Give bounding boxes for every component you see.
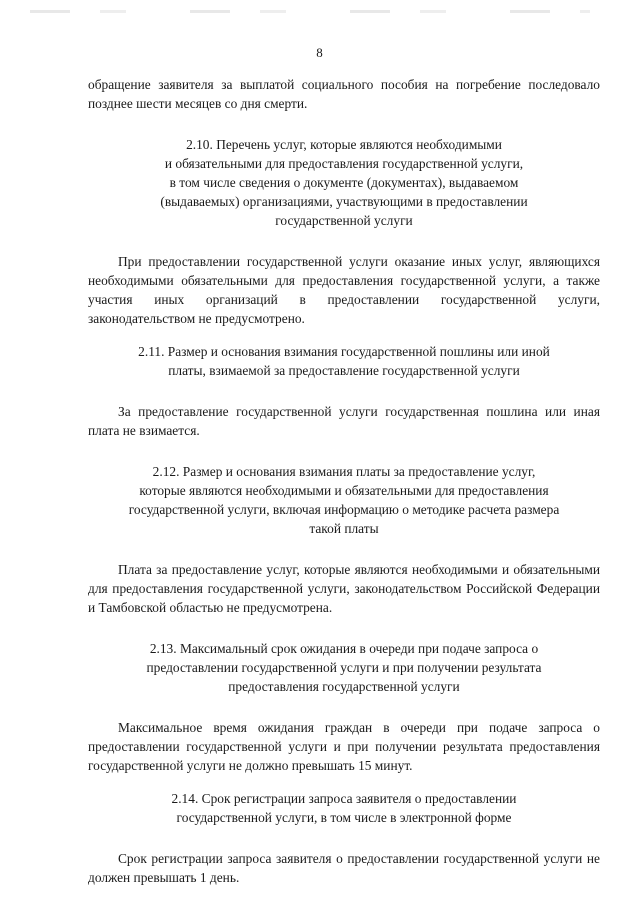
heading-line: государственной услуги — [275, 213, 413, 228]
paragraph-2-12-body: Плата за предоставление услуг, которые являются необходимыми и обязательными для предоставления государственной услуги, законодательством Российской Федерации и Тамбовской областью не предусмотрена. — [88, 562, 600, 615]
section-heading-2-12 — [88, 462, 600, 538]
paragraph-2-13-body: Максимальное время ожидания граждан в очереди при подаче запроса о предоставлении государственной услуги и при получении результата предоставления государственной услуги не должно превышать 15 минут. — [88, 720, 600, 773]
heading-line: предоставлении государственной услуги и при получении результата — [146, 660, 542, 675]
heading-line: государственной услуги, в том числе в электронной форме — [176, 810, 512, 825]
section-heading-2-10 — [88, 135, 600, 230]
heading-line: государственной услуги, включая информацию о методике расчета размера — [128, 502, 560, 517]
heading-line: (выдаваемых) организациями, участвующими в предоставлении — [160, 194, 528, 209]
section-heading-2-13 — [88, 639, 600, 696]
section-heading-2-11 — [88, 342, 600, 380]
heading-line: 2.11. Размер и основания взимания государственной пошлины или иной — [138, 344, 550, 359]
scan-artifact — [30, 10, 590, 13]
paragraph-2-10-body: При предоставлении государственной услуги оказание иных услуг, являющихся необходимыми обязательными для предоставления государственной услуги, а также участия иных организаций в предоставлении государственной услуги, законодательством не предусмотрено. — [88, 254, 600, 326]
heading-line: 2.13. Максимальный срок ожидания в очереди при подаче запроса о — [149, 641, 539, 656]
heading-line: такой платы — [309, 521, 379, 536]
heading-line: 2.12. Размер и основания взимания платы за предоставление услуг, — [152, 464, 536, 479]
heading-line: 2.14. Срок регистрации запроса заявителя о предоставлении — [171, 791, 517, 806]
document-body — [88, 75, 600, 887]
page-number: 8 — [316, 45, 323, 60]
paragraph-2-14-body: Срок регистрации запроса заявителя о предоставлении государственной услуги не должен превышать 1 день. — [88, 851, 600, 885]
heading-line: в том числе сведения о документе (документах), выдаваемом — [169, 175, 519, 190]
paragraph-2-11-body: За предоставление государственной услуги государственная пошлина или иная плата не взимается. — [88, 404, 600, 438]
heading-line: 2.10. Перечень услуг, которые являются необходимыми — [186, 137, 502, 152]
heading-line: предоставления государственной услуги — [228, 679, 460, 694]
heading-line: платы, взимаемой за предоставление государственной услуги — [168, 363, 520, 378]
heading-line: которые являются необходимыми и обязательными для предоставления — [139, 483, 549, 498]
paragraph-continuation: обращение заявителя за выплатой социального пособия на погребение последовало позднее шести месяцев со дня смерти. — [88, 77, 600, 111]
heading-line: и обязательными для предоставления государственной услуги, — [164, 156, 524, 171]
section-heading-2-14 — [88, 789, 600, 827]
